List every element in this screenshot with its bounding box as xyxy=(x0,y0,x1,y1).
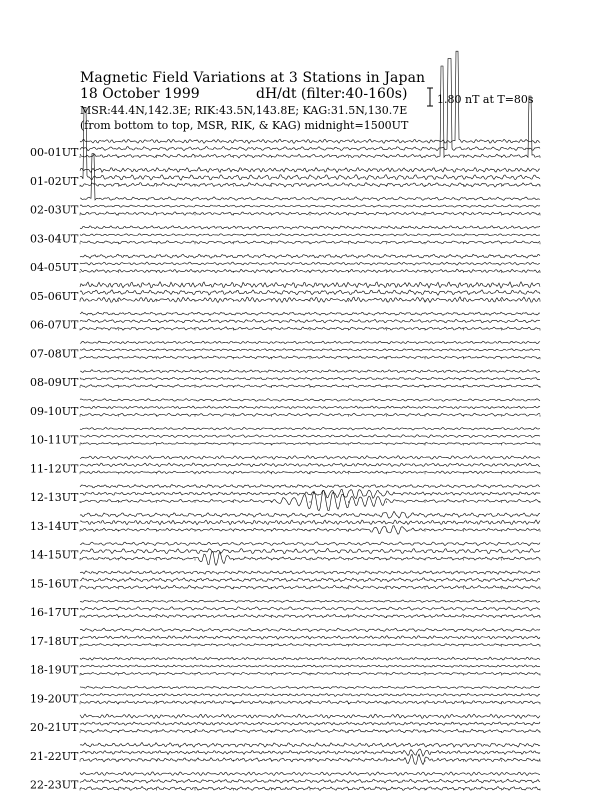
trace-msr xyxy=(80,628,540,632)
row-label: 14-15UT xyxy=(30,548,79,562)
trace-rik xyxy=(80,722,540,726)
trace-msr xyxy=(80,542,540,546)
trace-rik xyxy=(80,463,540,467)
row-label: 10-11UT xyxy=(30,433,79,447)
trace-rik xyxy=(80,636,540,640)
trace-kag xyxy=(80,66,540,158)
trace-msr xyxy=(80,427,540,430)
trace-msr xyxy=(80,312,540,315)
row-label: 07-08UT xyxy=(30,347,79,361)
row-label: 12-13UT xyxy=(30,491,79,504)
quantity-filter-label: dH/dt (filter:40-160s) xyxy=(256,86,408,102)
trace-rik xyxy=(80,319,540,323)
trace-rik xyxy=(80,607,540,611)
trace-rik xyxy=(80,489,540,498)
trace-msr xyxy=(80,511,540,518)
trace-rik xyxy=(80,234,540,236)
station-coordinates: MSR:44.4N,142.3E; RIK:43.5N,143.8E; KAG:31.5N,130.7E xyxy=(80,104,408,117)
trace-msr xyxy=(80,254,540,258)
row-label: 21-22UT xyxy=(30,749,79,763)
trace-msr xyxy=(80,484,540,488)
trace-order-note: (from bottom to top, MSR, RIK, & KAG) midnight=1500UT xyxy=(80,119,409,132)
trace-rik xyxy=(80,578,540,582)
row-label: 04-05UT xyxy=(30,261,79,274)
row-label: 13-14UT xyxy=(30,519,79,533)
trace-msr xyxy=(80,341,540,344)
trace-rik xyxy=(80,779,540,783)
row-label: 02-03UT xyxy=(30,203,79,217)
trace-rik xyxy=(80,349,540,351)
trace-msr xyxy=(80,51,540,143)
trace-msr xyxy=(80,772,540,776)
trace-msr xyxy=(80,167,540,172)
row-label: 19-20UT xyxy=(30,692,79,706)
trace-msr xyxy=(80,226,540,230)
row-label: 09-10UT xyxy=(30,404,79,418)
trace-rik xyxy=(80,107,540,180)
trace-msr xyxy=(80,600,540,602)
trace-rik xyxy=(80,262,540,265)
trace-msr xyxy=(80,714,540,718)
trace-rik xyxy=(80,694,540,697)
row-label: 00-01UT xyxy=(30,146,79,159)
trace-rik xyxy=(80,59,540,151)
row-label: 22-23UT xyxy=(30,778,79,792)
row-label: 05-06UT xyxy=(30,289,79,303)
row-label: 11-12UT xyxy=(30,462,79,476)
row-label: 16-17UT xyxy=(30,606,79,619)
scale-bar-label: 1.80 nT at T=80s xyxy=(437,93,534,106)
trace-rik xyxy=(80,290,540,295)
trace-rik xyxy=(80,205,540,207)
trace-rik xyxy=(80,749,540,756)
row-label: 20-21UT xyxy=(30,721,79,734)
trace-rows xyxy=(30,51,540,792)
trace-msr xyxy=(80,370,540,373)
trace-kag xyxy=(80,754,540,764)
trace-rik xyxy=(80,406,540,409)
trace-rik xyxy=(80,435,540,438)
trace-kag xyxy=(80,551,540,565)
row-label: 06-07UT xyxy=(30,318,79,332)
row-label: 17-18UT xyxy=(30,634,79,648)
row-label: 15-16UT xyxy=(30,577,79,591)
row-label: 18-19UT xyxy=(30,663,79,677)
trace-msr xyxy=(80,282,540,288)
trace-rik xyxy=(80,520,540,525)
trace-msr xyxy=(80,742,540,747)
row-label: 08-09UT xyxy=(30,376,79,389)
chart-date: 18 October 1999 xyxy=(80,86,200,102)
trace-msr xyxy=(80,571,540,575)
trace-rik xyxy=(80,665,540,667)
trace-msr xyxy=(80,399,540,402)
chart-title: Magnetic Field Variations at 3 Stations in Japan xyxy=(80,70,426,86)
trace-msr xyxy=(80,657,540,660)
row-label: 01-02UT xyxy=(30,174,79,188)
trace-rik xyxy=(80,549,540,554)
trace-rik xyxy=(80,377,540,380)
trace-msr xyxy=(80,686,540,689)
trace-msr xyxy=(80,456,540,460)
row-label: 03-04UT xyxy=(30,232,79,246)
